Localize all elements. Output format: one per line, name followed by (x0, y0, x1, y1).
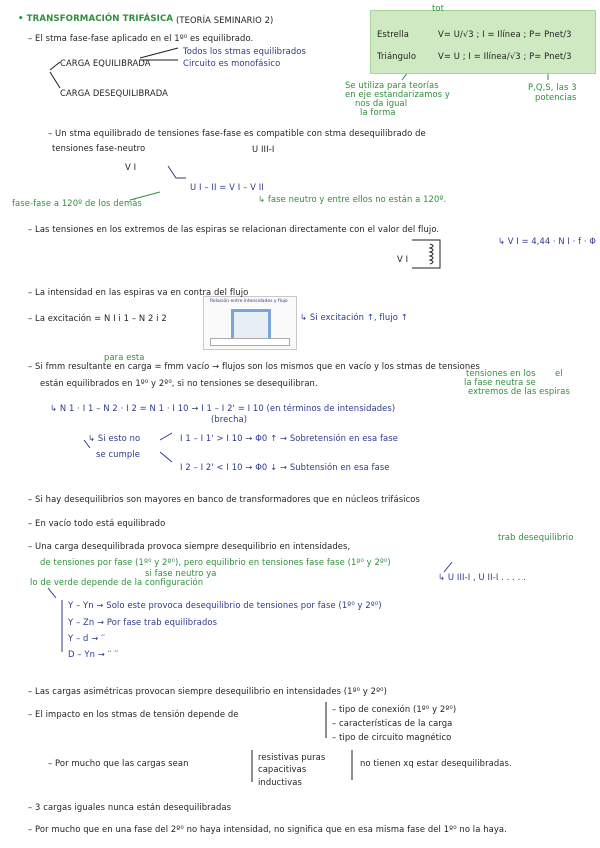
note-line-l23: U I – II = V I – V II (190, 182, 264, 192)
note-line-l20: tensiones fase-neutro (52, 143, 146, 153)
note-line-l29: – La intensidad en las espiras va en contra del flujo (28, 287, 249, 297)
note-line-l17: P,Q,S, las 3 (528, 82, 577, 92)
note-line-l10: Triángulo (377, 51, 417, 61)
note-line-l69: – Por mucho que en una fase del 2º⁰ no haya intensidad, no significa que en esa misma fase del 1º⁰ no la haya. (28, 824, 507, 834)
note-line-l34: – Si fmm resultante en carga = fmm vacío → flujos son los mismos que en vacío y los stmas de tensiones (28, 361, 480, 371)
note-line-l51: si fase neutro ya (145, 568, 217, 578)
note-line-l50: de tensiones por fase (1º⁰ y 2º⁰), pero equilibrio en tensiones fase fase (1º⁰ y 2º⁰) (40, 557, 391, 567)
note-line-l22: V I (125, 162, 137, 172)
note-line-l68: – 3 cargas iguales nunca están desequilibradas (28, 802, 232, 812)
note-line-l24: fase-fase a 120º de los demás (12, 198, 142, 208)
flux-diagram (203, 296, 297, 350)
note-line-l11: V= U ; I = Ilínea/√3 ; P= Pnet/3 (438, 51, 572, 61)
note-line-l14: en eje estandarizamos y (345, 89, 450, 99)
note-line-l36: el (555, 368, 563, 378)
note-line-l58: – Las cargas asimétricas provocan siempre desequilibrio en intensidades (1º⁰ y 2º⁰) (28, 686, 387, 696)
note-line-l9: V= U/√3 ; I = Ilínea ; P= Pnet/3 (438, 29, 572, 39)
note-line-l61: – características de la carga (332, 718, 453, 728)
note-line-l37: la fase neutra se (464, 377, 536, 387)
note-line-l53: ↳ U III-I , U II-I . . . . . (438, 572, 527, 582)
flux-diagram-caption: Relación entre intensidades y flujo (210, 299, 288, 304)
note-line-l35: tensiones en los (466, 368, 536, 378)
note-line-l49: trab desequilibrio (498, 532, 574, 542)
note-line-l28: V I (397, 254, 409, 264)
note-line-l64: resistivas puras (258, 752, 326, 762)
core-icon (231, 309, 271, 341)
note-line-l67: inductivas (258, 777, 302, 787)
note-line-l33: para esta (104, 352, 145, 362)
note-line-l65: capacitivas (258, 764, 307, 774)
coil-icon (412, 240, 440, 268)
note-line-l60: – tipo de conexión (1º⁰ y 2º⁰) (332, 704, 457, 714)
note-line-l47: – En vacío todo está equilibrado (28, 518, 166, 528)
note-line-l27: ↳ V I = 4,44 · N I · f · Φ (498, 236, 597, 246)
note-line-l19: – Un stma equilibrado de tensiones fase-fase es compatible con stma desequilibrado de (48, 128, 426, 138)
note-line-l16: la forma (360, 107, 396, 117)
note-line-l25: ↳ fase neutro y entre ellos no están a 120º. (258, 194, 447, 204)
note-line-l5: CARGA EQUILIBRADA (60, 58, 151, 68)
note-line-l48: – Una carga desequilibrada provoca siempre desequilibrio en intensidades, (28, 541, 351, 551)
diagram-table (210, 338, 290, 346)
note-line-l21: U III-I (252, 144, 275, 154)
note-line-l54: Y – Yn → Solo este provoca desequilibrio de tensiones por fase (1º⁰ y 2º⁰) (68, 600, 382, 610)
note-line-l3: – El stma fase-fase aplicado en el 1º⁰ es equilibrado. (28, 33, 254, 43)
note-line-l1: • TRANSFORMACIÓN TRIFÁSICA (18, 14, 174, 24)
note-line-l12: tot (432, 3, 444, 13)
note-line-l59: – El impacto en los stmas de tensión depende de (28, 709, 239, 719)
note-line-l13: Se utiliza para teorías (345, 80, 439, 90)
note-line-l4: Todos los stmas equilibrados (183, 46, 306, 56)
note-line-l40: ↳ N 1 · I 1 – N 2 · I 2 = N 1 · I 10 → I 1 – I 2' = I 10 (en términos de intensidades) (50, 403, 396, 413)
note-line-l31: ↳ Si excitación ↑, flujo ↑ (300, 312, 408, 322)
note-line-l52: lo de verde depende de la configuración (30, 577, 204, 587)
note-line-l43: I 1 – I 1' > I 10 → Φ0 ↑ → Sobretensión en esa fase (180, 433, 398, 443)
note-line-l30: – La excitación = N I i 1 – N 2 i 2 (28, 313, 167, 323)
note-line-l2: (TEORÍA SEMINARIO 2) (176, 15, 274, 25)
note-line-l63: – Por mucho que las cargas sean (48, 758, 189, 768)
note-line-l15: nos da igual (355, 98, 408, 108)
note-line-l57: D – Yn → ′′ ′′ (68, 649, 119, 659)
note-line-l38: están equilibrados en 1º⁰ y 2º⁰, si no tensiones se desequilibran. (40, 378, 318, 388)
note-line-l41: (brecha) (211, 414, 248, 424)
note-line-l18: potencias (535, 92, 577, 102)
note-line-l26: – Las tensiones en los extremos de las espiras se relacionan directamente con el valor del flujo. (28, 224, 440, 234)
note-line-l56: Y – d → ′′ (68, 633, 106, 643)
note-line-l46: – Si hay desequilibrios son mayores en banco de transformadores que en núcleos trifásicos (28, 494, 420, 504)
note-line-l6: Circuito es monofásico (183, 58, 281, 68)
note-line-l44: se cumple (96, 449, 140, 459)
note-line-l66: no tienen xq estar desequilibradas. (360, 758, 512, 768)
note-line-l39: extremos de las espiras (468, 386, 570, 396)
note-line-l62: – tipo de circuito magnético (332, 732, 452, 742)
note-line-l7: CARGA DESEQUILIBRADA (60, 88, 168, 98)
formula-box (370, 10, 596, 74)
note-line-l8: Estrella (377, 29, 409, 39)
note-line-l55: Y – Zn → Por fase trab equilibrados (68, 617, 218, 627)
note-line-l45: I 2 – I 2' < I 10 → Φ0 ↓ → Subtensión en esa fase (180, 462, 390, 472)
note-line-l42: ↳ Si esto no (88, 433, 141, 443)
